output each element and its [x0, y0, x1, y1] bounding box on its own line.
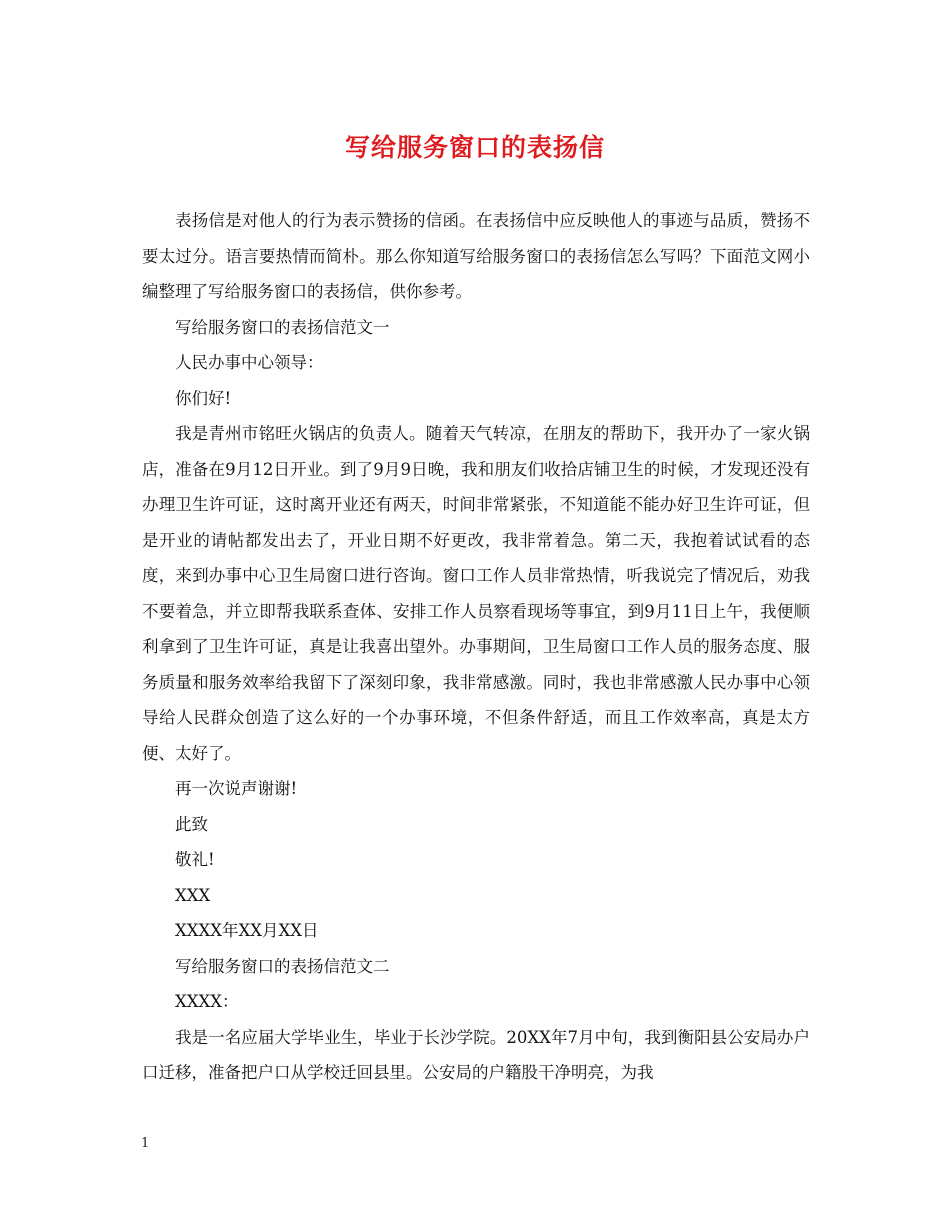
letter-regards: 敬礼! — [175, 850, 215, 869]
letter-signature: XXX — [175, 885, 211, 905]
sample-two-heading: 写给服务窗口的表扬信范文二 — [175, 956, 390, 976]
page-number: 1 — [141, 1136, 150, 1151]
letter-date: XXXX年XX月XX日 — [175, 921, 319, 940]
letter-two-body-paragraph: 我是一名应届大学毕业生，毕业于长沙学院。20XX年7月中旬，我到衡阳县公安局办户口迁移，准备把户口从学校迁回县里。公安局的户籍股干净明亮，为我 — [142, 1027, 810, 1082]
letter-salutation: 人民办事中心领导： — [175, 353, 324, 372]
document-title: 写给服务窗口的表扬信 — [344, 133, 605, 162]
letter-closing: 此致 — [175, 814, 208, 834]
letter-two-salutation: XXXX： — [175, 992, 239, 1011]
letter-body-paragraph: 我是青州市铭旺火锅店的负责人。随着天气转凉，在朋友的帮助下，我开办了一家火锅店，准备在9月12日开业。到了9月9日晚，我和朋友们收拾店铺卫生的时候，才发现还没有办理卫生许可证，这时离开业还有两天，时间非常紧张，不知道能不能办好卫生许可证，但是开业的请帖都发出去了，开业日期不好更改，我非常着急。第二天，我抱着试试看的态度，来到办事中心卫生局窗口进行咨询。窗口工作人员非常热情，听我说完了情况后，劝我不要着急，并立即帮我联系查体、安排工作人员察看现场等事宜，到9月11日上午，我便顺利拿到了卫生许可证，真是让我喜出望外。办事期间，卫生局窗口工作人员的服务态度、服务质量和服务效率给我留下了深刻印象，我非常感激。同时，我也非常感激人民办事中心领导给人民群众创造了这么好的一个办事环境，不但条件舒适，而且工作效率高，真是太方便、太好了。 — [142, 424, 810, 763]
document-body — [142, 203, 810, 1091]
letter-greeting: 你们好! — [175, 388, 232, 408]
sample-one-heading: 写给服务窗口的表扬信范文一 — [175, 317, 390, 337]
letter-thanks: 再一次说声谢谢! — [175, 779, 298, 798]
intro-paragraph: 表扬信是对他人的行为表示赞扬的信函。在表扬信中应反映他人的事迹与品质，赞扬不要太过分。语言要热情而简朴。那么你知道写给服务窗口的表扬信怎么写吗？下面范文网小编整理了写给服务窗口的表扬信，供你参考。 — [142, 211, 810, 301]
